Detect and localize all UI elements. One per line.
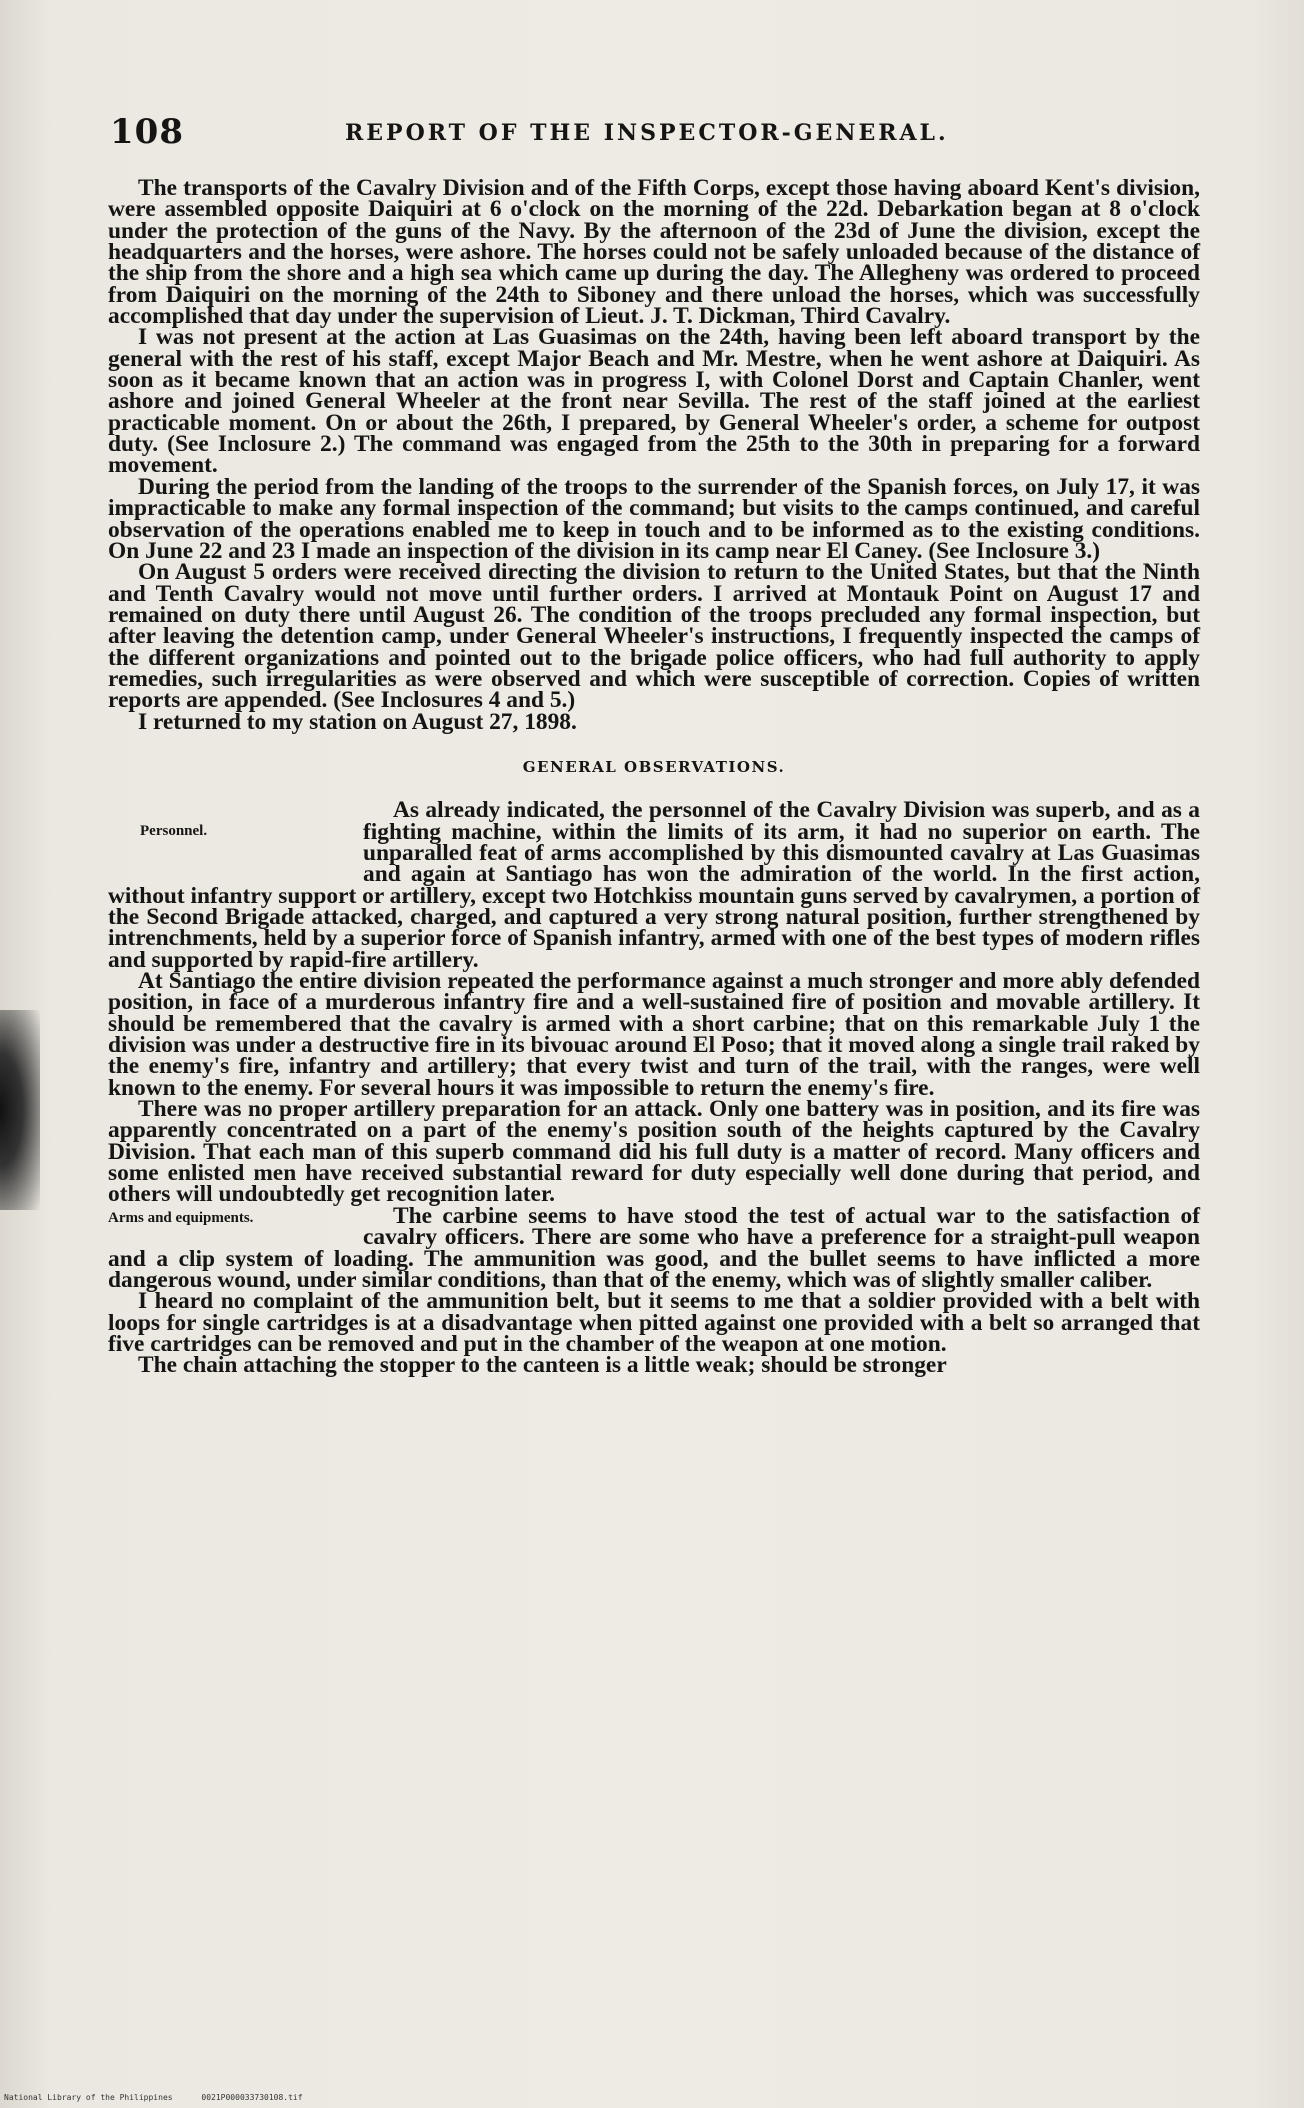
- footer-file: 0021P000033730108.tif: [201, 2093, 303, 2102]
- page-number: 108: [110, 112, 184, 152]
- body-text: [108, 175, 1200, 1379]
- paragraph-carbine: The carbine seems to have stood the test of actual war to the satisfaction of cavalry officers. There are some who have a preference for a straight-pull weapon and a clip system of loading. The ammunition was good, and the bullet seems to have inflicted a more dangerous wound, under similar conditions, than that of the enemy, which was of slightly smaller caliber.: [108, 1202, 1200, 1293]
- paragraph-landing-period: During the period from the landing of the troops to the surrender of the Spanish forces, on July 17, it was impracticable to make any formal inspection of the command; but visits to the camps continued, and careful observation of the operations enabled me to keep in touch and to be informed as to the existing conditions. On June 22 and 23 I made an inspection of the division in its camp near El Caney. (See Inclosure 3.): [108, 473, 1200, 564]
- paragraph-artillery: There was no proper artillery preparation for an attack. Only one battery was in position, and its fire was apparently concentrated on a part of the enemy's position south of the heights captured by the Cavalry Division. That each man of this superb command did his full duty is a matter of record. Many officers and some enlisted men have received substantial reward for duty especially well done during that period, and others will undoubtedly get recognition later.: [108, 1096, 1200, 1208]
- page-header: [110, 112, 1200, 152]
- paragraph-transports: The transports of the Cavalry Division and of the Fifth Corps, except those having aboard Kent's division, were assembled opposite Daiquiri at 6 o'clock on the morning of the 22d. Debarkation began at 8 o'clock under the protection of the guns of the Navy. By the afternoon of the 23d of June the division, except the headquarters and the horses, were ashore. The horses could not be safely unloaded because of the distance of the ship from the shore and a high sea which came up during the day. The Allegheny was ordered to proceed from Daiquiri on the morning of the 24th to Siboney and there unload the horses, which was successfully accomplished that day under the supervision of Lieut. J. T. Dickman, Third Cavalry.: [108, 175, 1200, 330]
- paragraph-las-guasimas: I was not present at the action at Las Guasimas on the 24th, having been left aboard transport by the general with the rest of his staff, except Major Beach and Mr. Mestre, when he went ashore at Daiquiri. As soon as it became known that an action was in progress I, with Colonel Dorst and Captain Chanler, went ashore and joined General Wheeler at the front near Sevilla. The rest of the staff joined at the earliest practicable moment. On or about the 26th, I prepared, by General Wheeler's order, a scheme for outpost duty. (See Inclosure 2.) The command was engaged from the 25th to the 30th in preparing for a forward movement.: [108, 324, 1200, 479]
- margin-note-personnel: Personnel.: [140, 823, 208, 840]
- paragraph-canteen: The chain attaching the stopper to the canteen is a little weak; should be stronger: [138, 1352, 947, 1379]
- running-head: REPORT OF THE INSPECTOR-GENERAL.: [345, 120, 949, 146]
- paragraph-personnel: As already indicated, the personnel of the Cavalry Division was superb, and as a fighting machine, within the limits of its arm, it had no superior on earth. The unparalled feat of arms accomplished by this dismounted cavalry at Las Guasimas and again at Santiago has won the admiration of the world. In the first action, without infantry support or artillery, except two Hotchkiss mountain guns served by cavalrymen, a portion of the Second Brigade attacked, charged, and captured a very strong natural position, further strengthened by intrenchments, held by a superior force of Spanish infantry, armed with one of the best types of modern rifles and supported by rapid-fire artillery.: [108, 797, 1200, 973]
- section-heading: GENERAL OBSERVATIONS.: [522, 757, 786, 776]
- paragraph-return-orders: On August 5 orders were received directing the division to return to the United States, but that the Ninth and Tenth Cavalry would not move until further orders. I arrived at Montauk Point on August 17 and remained on duty there until August 26. The condition of the troops precluded any formal inspection, but after leaving the detention camp, under General Wheeler's instructions, I frequently inspected the camps of the different organizations and pointed out to the brigade police officers, who had full authority to apply remedies, such irregularities as were observed and which were susceptible of correction. Copies of written reports are appended. (See Inclosures 4 and 5.): [108, 559, 1200, 714]
- paragraph-santiago: At Santiago the entire division repeated the performance against a much stronger and more ably defended position, in face of a murderous infantry fire and a well-sustained fire of position and movable artillery. It should be remembered that the cavalry is armed with a short carbine; that on this remarkable July 1 the division was under a destructive fire in its bivouac around El Poso; that it moved along a single trail raked by the enemy's fire, infantry and artillery; that every twist and turn of the trail, with the ranges, were well known to the enemy. For several hours it was impossible to return the enemy's fire.: [108, 968, 1200, 1101]
- footer-library: National Library of the Philippines: [4, 2093, 173, 2102]
- paragraph-returned-station: I returned to my station on August 27, 1898.: [138, 708, 577, 735]
- binding-shadow: [0, 1010, 40, 1210]
- paragraph-ammunition-belt: I heard no complaint of the ammunition belt, but it seems to me that a soldier provided with a belt with loops for single cartridges is at a disadvantage when pitted against one provided with a belt so arranged that five cartridges can be removed and put in the chamber of the weapon at one motion.: [108, 1288, 1200, 1357]
- margin-note-arms: Arms and equipments.: [108, 1209, 254, 1226]
- scan-footer: [4, 2093, 327, 2102]
